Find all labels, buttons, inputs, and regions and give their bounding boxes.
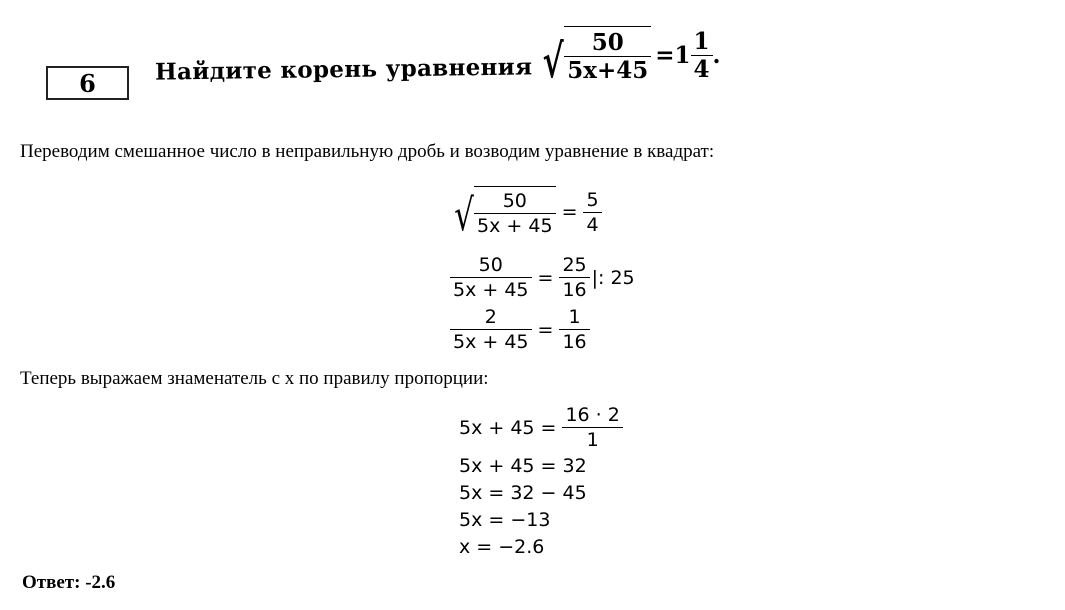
sqrt-sign: √ $\frac{50}{5x+45}$ — [538, 26, 651, 84]
answer: Ответ: -2.6 — [22, 572, 116, 593]
numerator: 2 — [484, 306, 497, 328]
numerator: 5 — [586, 188, 599, 211]
equals: = — [561, 201, 578, 223]
numerator: 50 — [591, 29, 624, 56]
equation-4 — [459, 403, 623, 452]
numerator: 50 — [478, 254, 503, 276]
solution-intro: Переводим смешанное число в неправильную дробь и возводим уравнение в квадрат: — [20, 141, 715, 162]
numerator: 16 · 2 — [565, 404, 620, 426]
denominator: 16 — [562, 279, 587, 301]
equals: = — [537, 266, 554, 289]
equation-7: 5x = −13 — [459, 509, 551, 531]
task-number-box: 6 — [46, 66, 129, 100]
equals-whole: =1 — [655, 41, 691, 69]
denominator: 5x + 45 — [453, 279, 529, 301]
task-equation — [538, 26, 721, 88]
numerator: 50 — [502, 190, 527, 212]
numerator: 1 — [568, 306, 581, 328]
denominator: 1 — [586, 429, 599, 451]
solution-step2: Теперь выражаем знаменатель с x по правилу пропорции: — [20, 368, 489, 389]
equation-3 — [450, 305, 590, 354]
divide-note: |: 25 — [591, 266, 635, 289]
period: . — [712, 41, 721, 69]
mixed-denominator: 4 — [693, 55, 710, 83]
equation-8: x = −2.6 — [459, 536, 545, 558]
equation-5: 5x + 45 = 32 — [459, 455, 587, 477]
numerator: 25 — [562, 254, 587, 276]
lhs: 5x + 45 = — [459, 416, 557, 439]
task-text: Найдите корень уравнения — [154, 53, 533, 86]
equation-6: 5x = 32 − 45 — [459, 482, 587, 504]
mixed-numerator: 1 — [693, 27, 710, 55]
denominator: 5x + 45 — [477, 215, 553, 237]
equals: = — [537, 318, 554, 341]
equation-1: √ $\frac{50}{5x + 45}$ = $\frac{5}{4}$ — [450, 186, 602, 238]
denominator: 16 — [562, 331, 587, 353]
denominator: 5x+45 — [567, 57, 649, 84]
denominator: 5x + 45 — [453, 331, 529, 353]
equation-2 — [450, 253, 635, 302]
denominator: 4 — [586, 213, 599, 236]
